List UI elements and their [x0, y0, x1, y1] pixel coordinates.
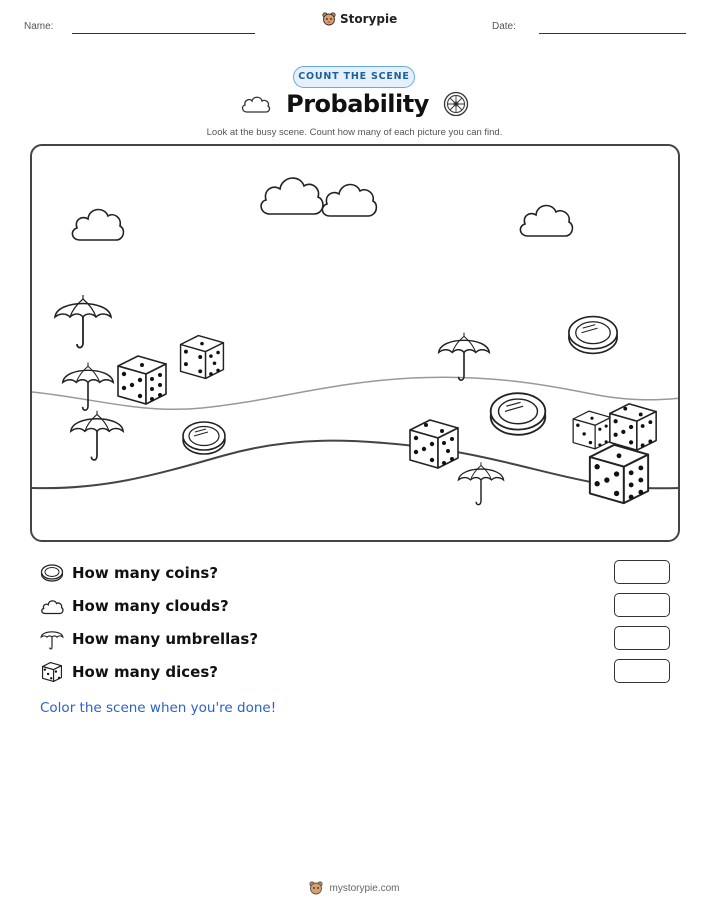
question-row-coins	[40, 560, 670, 586]
section-badge: COUNT THE SCENE	[293, 66, 415, 88]
page-title: Probability	[286, 90, 429, 118]
date-label: Date:	[492, 21, 516, 32]
cloud-icon	[40, 595, 64, 617]
bear-logo-icon	[309, 881, 323, 895]
question-row-clouds	[40, 593, 670, 619]
umbrella-icon	[456, 458, 506, 510]
footer-site-text[interactable]: mystorypie.com	[329, 882, 400, 894]
cloud-icon	[516, 196, 576, 240]
coin-icon	[40, 562, 64, 584]
question-text: How many dices?	[72, 663, 218, 681]
coin-icon	[484, 388, 552, 440]
name-label: Name:	[24, 21, 54, 32]
brand-name: Storypie	[340, 12, 398, 26]
cloud-icon	[68, 200, 126, 244]
question-text: How many clouds?	[72, 597, 229, 615]
umbrella-icon	[52, 291, 114, 353]
question-row-dices	[40, 659, 670, 685]
cloud-icon	[240, 93, 272, 115]
brand-logo	[322, 12, 397, 26]
question-row-umbrellas	[40, 626, 670, 652]
umbrella-icon	[40, 628, 64, 650]
answer-box-coins[interactable]	[614, 560, 670, 584]
bear-logo-icon	[322, 12, 336, 26]
busy-scene	[30, 144, 680, 542]
question-text: How many umbrellas?	[72, 630, 259, 648]
dice-icon	[584, 440, 654, 508]
dice-icon	[40, 661, 64, 683]
umbrella-icon	[436, 328, 492, 386]
dice-icon	[406, 416, 462, 472]
name-line[interactable]	[72, 33, 255, 34]
coin-icon	[180, 418, 228, 458]
cloud-icon	[318, 176, 380, 220]
answer-box-dices[interactable]	[614, 659, 670, 683]
answer-box-umbrellas[interactable]	[614, 626, 670, 650]
title-row	[0, 90, 709, 118]
coin-icon	[564, 312, 622, 358]
date-line[interactable]	[539, 33, 686, 34]
wheel-icon	[443, 91, 469, 117]
answer-box-clouds[interactable]	[614, 593, 670, 617]
instructions: Look at the busy scene. Count how many of each picture you can find.	[206, 127, 503, 138]
closing-note: Color the scene when you're done!	[40, 700, 277, 716]
dice-icon	[114, 352, 170, 408]
dice-icon	[177, 332, 227, 382]
question-text: How many coins?	[72, 564, 219, 582]
footer-site	[0, 881, 709, 895]
umbrella-icon	[68, 406, 126, 466]
